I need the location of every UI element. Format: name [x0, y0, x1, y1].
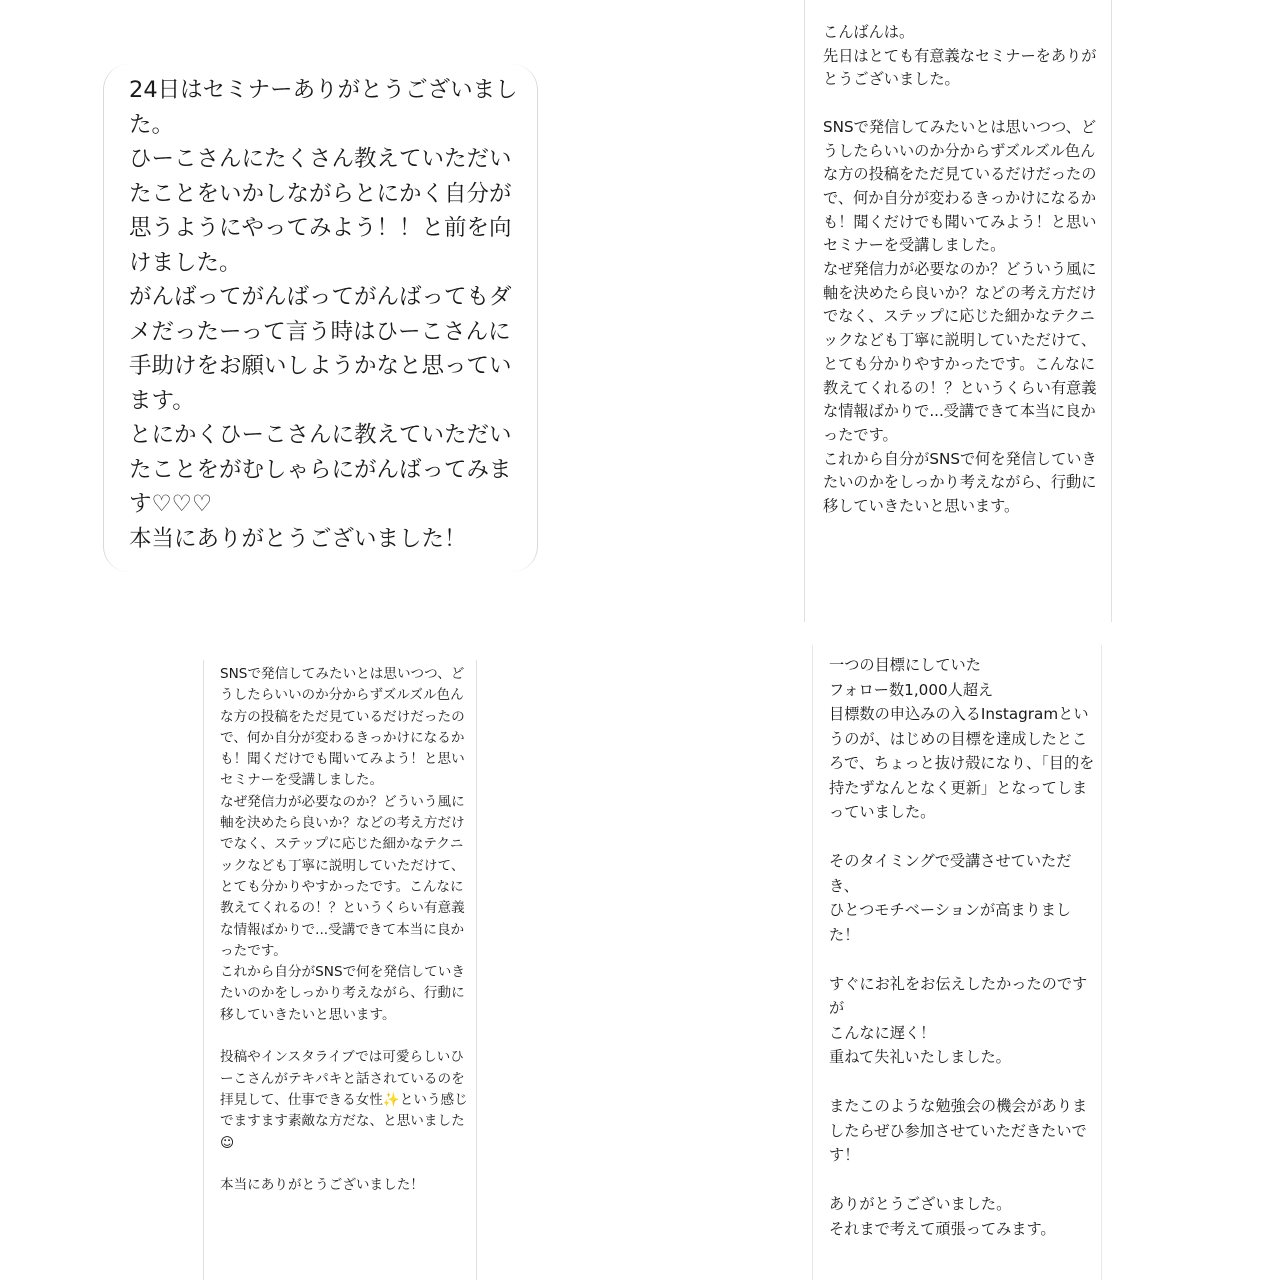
- message-bubble-1: [103, 64, 538, 572]
- message-text-2: こんばんは。 先日はとても有意義なセミナーをありがとうございました。 SNSで発信してみたいとは思いつつ、どうしたらいいのか分からずズルズル色んな方の投稿をただ見ているだけだったので、何か自分が変わるきっかけになるかも！聞くだけでも聞いてみよう！と思いセミナーを受講しました。 なぜ発信力が必要なのか？どういう風に軸を決めたら良いか？などの考え方だけでなく、ステップに応じた細かなテクニックなども丁寧に説明していただけて、とても分かりやすかったです。こんなに教えてくれるの！？というくらい有意義な情報ばかりで...受講できて本当に良かったです。 これから自分がSNSで何を発信していきたいのかをしっかり考えながら、行動に移していきたいと思います。: [823, 23, 1097, 516]
- message-card-4: [812, 645, 1102, 1280]
- message-text-4: 一つの目標にしていた フォロー数1,000人超え 目標数の申込みの入るInstagramというのが、はじめの目標を達成したところで、ちょっと抜け殻になり、「目的を持たずなんとなく更新」となってしまっていました。 そのタイミングで受講させていただき、 ひとつモチベーションが高まりました！ すぐにお礼をお伝えしたかったのですが こんなに遅く！ 重ねて失礼いたしました。 またこのような勉強会の機会がありましたらぜひ参加させていただきたいです！ ありがとうございました。 それまで考えて頑張ってみます。: [829, 656, 1095, 1238]
- message-text-1: 24日はセミナーありがとうございました。 ひーこさんにたくさん教えていただいたことをいかしながらとにかく自分が思うようにやってみよう！！と前を向けました。 がんばってがんばってがんばってもダメだったーって言う時はひーこさんに手助けをお願いしようかなと思っています。 とにかくひーこさんに教えていただいたことをがむしゃらにがんばってみます♡♡♡ 本当にありがとうございました！: [129, 77, 518, 552]
- message-text-3: SNSで発信してみたいとは思いつつ、どうしたらいいのか分からずズルズル色んな方の投稿をただ見ているだけだったので、何か自分が変わるきっかけになるかも！聞くだけでも聞いてみよう！と思いセミナーを受講しました。 なぜ発信力が必要なのか？どういう風に軸を決めたら良いか？などの考え方だけでなく、ステップに応じた細かなテクニックなども丁寧に説明していただけて、とても分かりやすかったです。こんなに教えてくれるの！？というくらい有意義な情報ばかりで...受講できて本当に良かったです。 これから自分がSNSで何を発信していきたいのかをしっかり考えながら、行動に移していきたいと思います。 投稿やインスタライブでは可愛らしいひーこさんがテキパキと話されているのを拝見して、仕事できる女性✨という感じでますます素敵な方だな、と思いました☺︎ 本当にありがとうございました！: [220, 666, 468, 1194]
- message-card-3: [203, 660, 477, 1280]
- message-card-2: [804, 0, 1112, 622]
